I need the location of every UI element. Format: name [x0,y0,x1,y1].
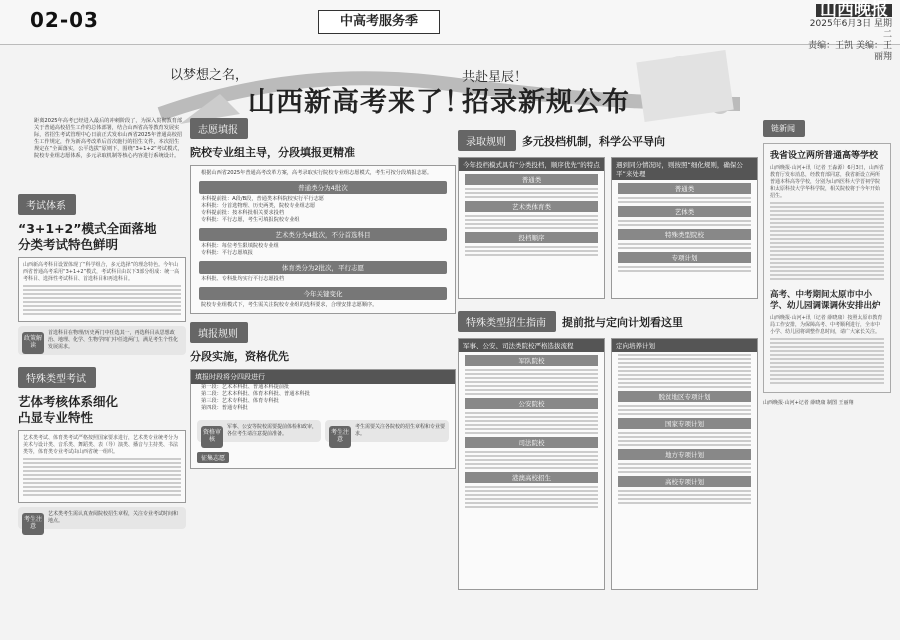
note-badge: 考生注意 [329,426,351,448]
step-line: 第二段：艺术本科批、体育本科批、普通本科批 [201,391,310,397]
text-lines [770,338,884,384]
exam-system-box [18,257,186,322]
tagline-left: 以梦想之名， [170,68,249,83]
special-label: 特殊类型招生指南 [458,311,556,332]
candidate-callout-text: 艺术类考生需认真查阅院校招生章程，关注专业考试时间和地点。 [48,511,179,524]
text-lines [612,197,757,203]
rules-bar: 填报时段将分四段进行 [191,370,455,384]
masthead-date: 2025年6月3日 星期二 [809,19,892,40]
text-lines [612,243,757,249]
admission-box-left-title: 今年投档模式具有“分类投档，顺序优先”的特点 [459,158,604,171]
special-exam-body: 艺术类考试、体育类考试严格按照国家要求进行，艺术类专业统考分为美术与设计类、音乐类、舞蹈类、表（导）演类、播音与主持类、书法类等，体育类专业考试由山西省统一组织。 [23,435,179,455]
subhead: 军队院校 [465,355,598,366]
text-lines [23,458,181,496]
special-exam-label: 特殊类型考试 [18,367,96,388]
masthead [808,0,892,62]
military-box [458,338,605,590]
news-column [763,116,891,406]
volunteer-label: 志愿填报 [190,118,248,139]
middle-column [190,118,456,469]
bar-changes: 今年关键变化 [199,287,447,300]
page-number: 02-03 [30,8,99,32]
review-badge: 资格审核 [201,426,223,448]
exam-system-body: 山西新高考科目设置体现了“科学组合，多元选择”的理念特色。今年山西省普通高考采用“3+1+2”模式，考试科目由以下3部分组成：统一高考科目、选择性考试科目、首选科目和再选科目。 [23,262,180,282]
info-line: 本科批：分首选物理、历史两类，院校专业组志愿 [201,203,316,209]
subhead: 高校专项计划 [618,476,751,487]
news-box [763,143,891,393]
admission-box-right-title: 遇到同分情况时，则按照“细化规则，确保公平”来处理 [612,158,757,180]
special-exam-heading [18,394,186,426]
subhead: 国家专项计划 [618,418,751,429]
subhead: 艺术类体育类 [465,201,598,212]
headline-left: 山西新高考来了！ [248,87,472,118]
heading-line: 艺体考核体系细化 [18,394,119,409]
news-body-1: 山西晚报·山河+讯（记者 王淼源）6月3日，山西省教育厅发布消息，经教育部同意，我省新设立两所普通本科高等学校，分别为山西医科大学晋祠学院和太原科技大学华科学院，相关院校将于今年开始招生。 [770,165,884,199]
supplement-row [191,442,455,464]
heading-line: 凸显专业特性 [18,410,94,425]
special-exam-box [18,430,186,503]
text-lines [459,215,604,229]
news-label: 链新闻 [763,120,805,137]
headline-right: 招录新规公布 [462,87,630,118]
rules-label: 填报规则 [190,322,248,343]
admission-column [458,130,758,590]
masthead-editor: 责编：王凯 美编：王丽翔 [808,41,892,62]
policy-badge: 政策解读 [22,332,44,354]
admission-header [458,130,758,151]
targeted-box-title: 定向培养计划 [612,339,757,352]
volunteer-body: 根据山西省2025年普通高考改革方案，高考录取实行院校专业组志愿模式，考生可按分段填报志愿。 [201,170,433,176]
text-lines [612,220,757,226]
intro-paragraph: 距离2025年高考已经进入最后的冲刺阶段了，为深入贯彻教育部关于普通高校招生工作的总体部署，结合山西省高等教育发展实际，省招生考试管理中心日前正式发布山西省2025年普通高校招生工作规定，作为新高考改革后首次施行的招生文件，本次招生规定在“全面落实，公平选拔”原则下，围绕“3+1+2”考试模式，院校专业组志愿体系，多元录取机制等核心内容进行系统设计。 [34,118,183,159]
bar-regular: 普通类分为4批次 [199,181,447,194]
step-line: 第三段：艺术专科批、体育专科批 [201,398,279,404]
review-callout [197,420,321,442]
note-text: 考生需要关注各院校的招生章程和专业要求。 [355,424,446,437]
text-lines [459,412,604,434]
review-text: 军事、公安等院校需要提前体检和政审，各位考生请注意提前准备。 [227,424,318,437]
news-heading-1: 我省设立两所普通高等学校 [770,151,879,161]
admission-boxes [458,157,758,299]
candidate-callout [18,507,186,529]
news-body-2: 山西晚报·山河+讯（记者 薛晓康）按照太原市教育局工作安排，为保障高考、中考顺利进行，全市中小学、幼儿园将调整作息时间，请广大家长关注。 [770,315,883,335]
admission-label: 录取规则 [458,130,516,151]
rules-heading: 分段实施，资格优先 [190,350,289,363]
text-lines [612,490,757,504]
subhead: 脱贫地区专项计划 [618,391,751,402]
admission-heading: 多元投档机制，科学公平导向 [522,134,665,148]
admission-box-right [611,157,758,299]
text-lines [612,463,757,473]
supplement-badge: 征集志愿 [197,452,229,463]
special-boxes [458,338,758,590]
info-line: 专科提前批：按本科批相关要求投档 [201,210,285,216]
note-callout [325,420,449,442]
special-heading: 提前批与定向计划看这里 [562,315,683,329]
bar-sports: 体育类分为2批次，平行志愿 [199,261,447,274]
text-lines [770,202,884,280]
policy-callout-text: 首选科目在物理/历史两门中任选其一，再选科目从思想政治、地理、化学、生物学四门中任选两门，满足考生个性化发展需求。 [48,330,179,350]
text-lines [612,266,757,272]
text-lines [459,188,604,198]
subhead: 地方专项计划 [618,449,751,460]
text-lines [459,486,604,508]
subhead: 港澳高校招生 [465,472,598,483]
subhead: 特殊类型院校 [618,229,751,240]
tagline-right: 共赴星辰！ [462,70,528,85]
section-title: 中高考服务季 [318,10,440,34]
info-line: 专科批：平行志愿，考生可填报院校专业组 [201,217,300,223]
exam-system-heading [18,221,186,253]
exam-system-label: 考试体系 [18,194,76,215]
heading-line: 分类考试特色鲜明 [18,237,119,252]
admission-box-left [458,157,605,299]
info-line: 本科提前批：A段/B段，普通类本科院校实行平行志愿 [201,196,324,202]
step-line: 第一段：艺术本科批、普通本科提前批 [201,384,290,390]
masthead-logo: 山西晚报 [816,4,892,17]
text-lines [612,432,757,446]
subhead: 投档顺序 [465,232,598,243]
rules-box [190,369,456,469]
subhead: 专项计划 [618,252,751,263]
text-lines [612,354,757,388]
change-text: 院校专业组模式下，考生需关注院校专业组的选科要求，合理安排志愿顺序。 [201,302,378,308]
text-lines [459,369,604,395]
volunteer-box [190,165,456,314]
top-bar [0,0,900,62]
info-line: 本科批、专科批均实行平行志愿投档 [201,276,285,282]
volunteer-heading: 院校专业组主导，分段填报更精准 [190,146,355,159]
subhead: 公安院校 [465,398,598,409]
subhead: 普通类 [465,174,598,185]
text-lines [612,405,757,415]
text-lines [459,451,604,469]
credit-line: 山西晚报·山河+记者 薛晓康 制图 王丽翔 [763,400,854,406]
military-box-title: 军事、公安、司法类院校严格选拔流程 [459,339,604,352]
info-line: 本科批：每位考生限填院校专业组 [201,243,279,249]
heading-line: “3+1+2”模式全面落地 [18,221,157,236]
bar-arts: 艺术类分为4批次，不分首选科目 [199,228,447,241]
targeted-box [611,338,758,590]
step-line: 第四段：普通专科批 [201,405,248,411]
news-heading-2: 高考、中考期间太原市中小学、幼儿园调课调休安排出炉 [770,290,881,311]
policy-callout [18,326,186,355]
subhead: 艺体类 [618,206,751,217]
subhead: 普通类 [618,183,751,194]
rules-notes [191,412,455,442]
left-column [18,194,186,529]
text-lines [23,285,181,315]
text-lines [459,246,604,256]
info-line: 专科批：平行志愿填报 [201,250,253,256]
special-header [458,311,758,332]
candidate-badge: 考生注意 [22,513,44,535]
subhead: 司法院校 [465,437,598,448]
